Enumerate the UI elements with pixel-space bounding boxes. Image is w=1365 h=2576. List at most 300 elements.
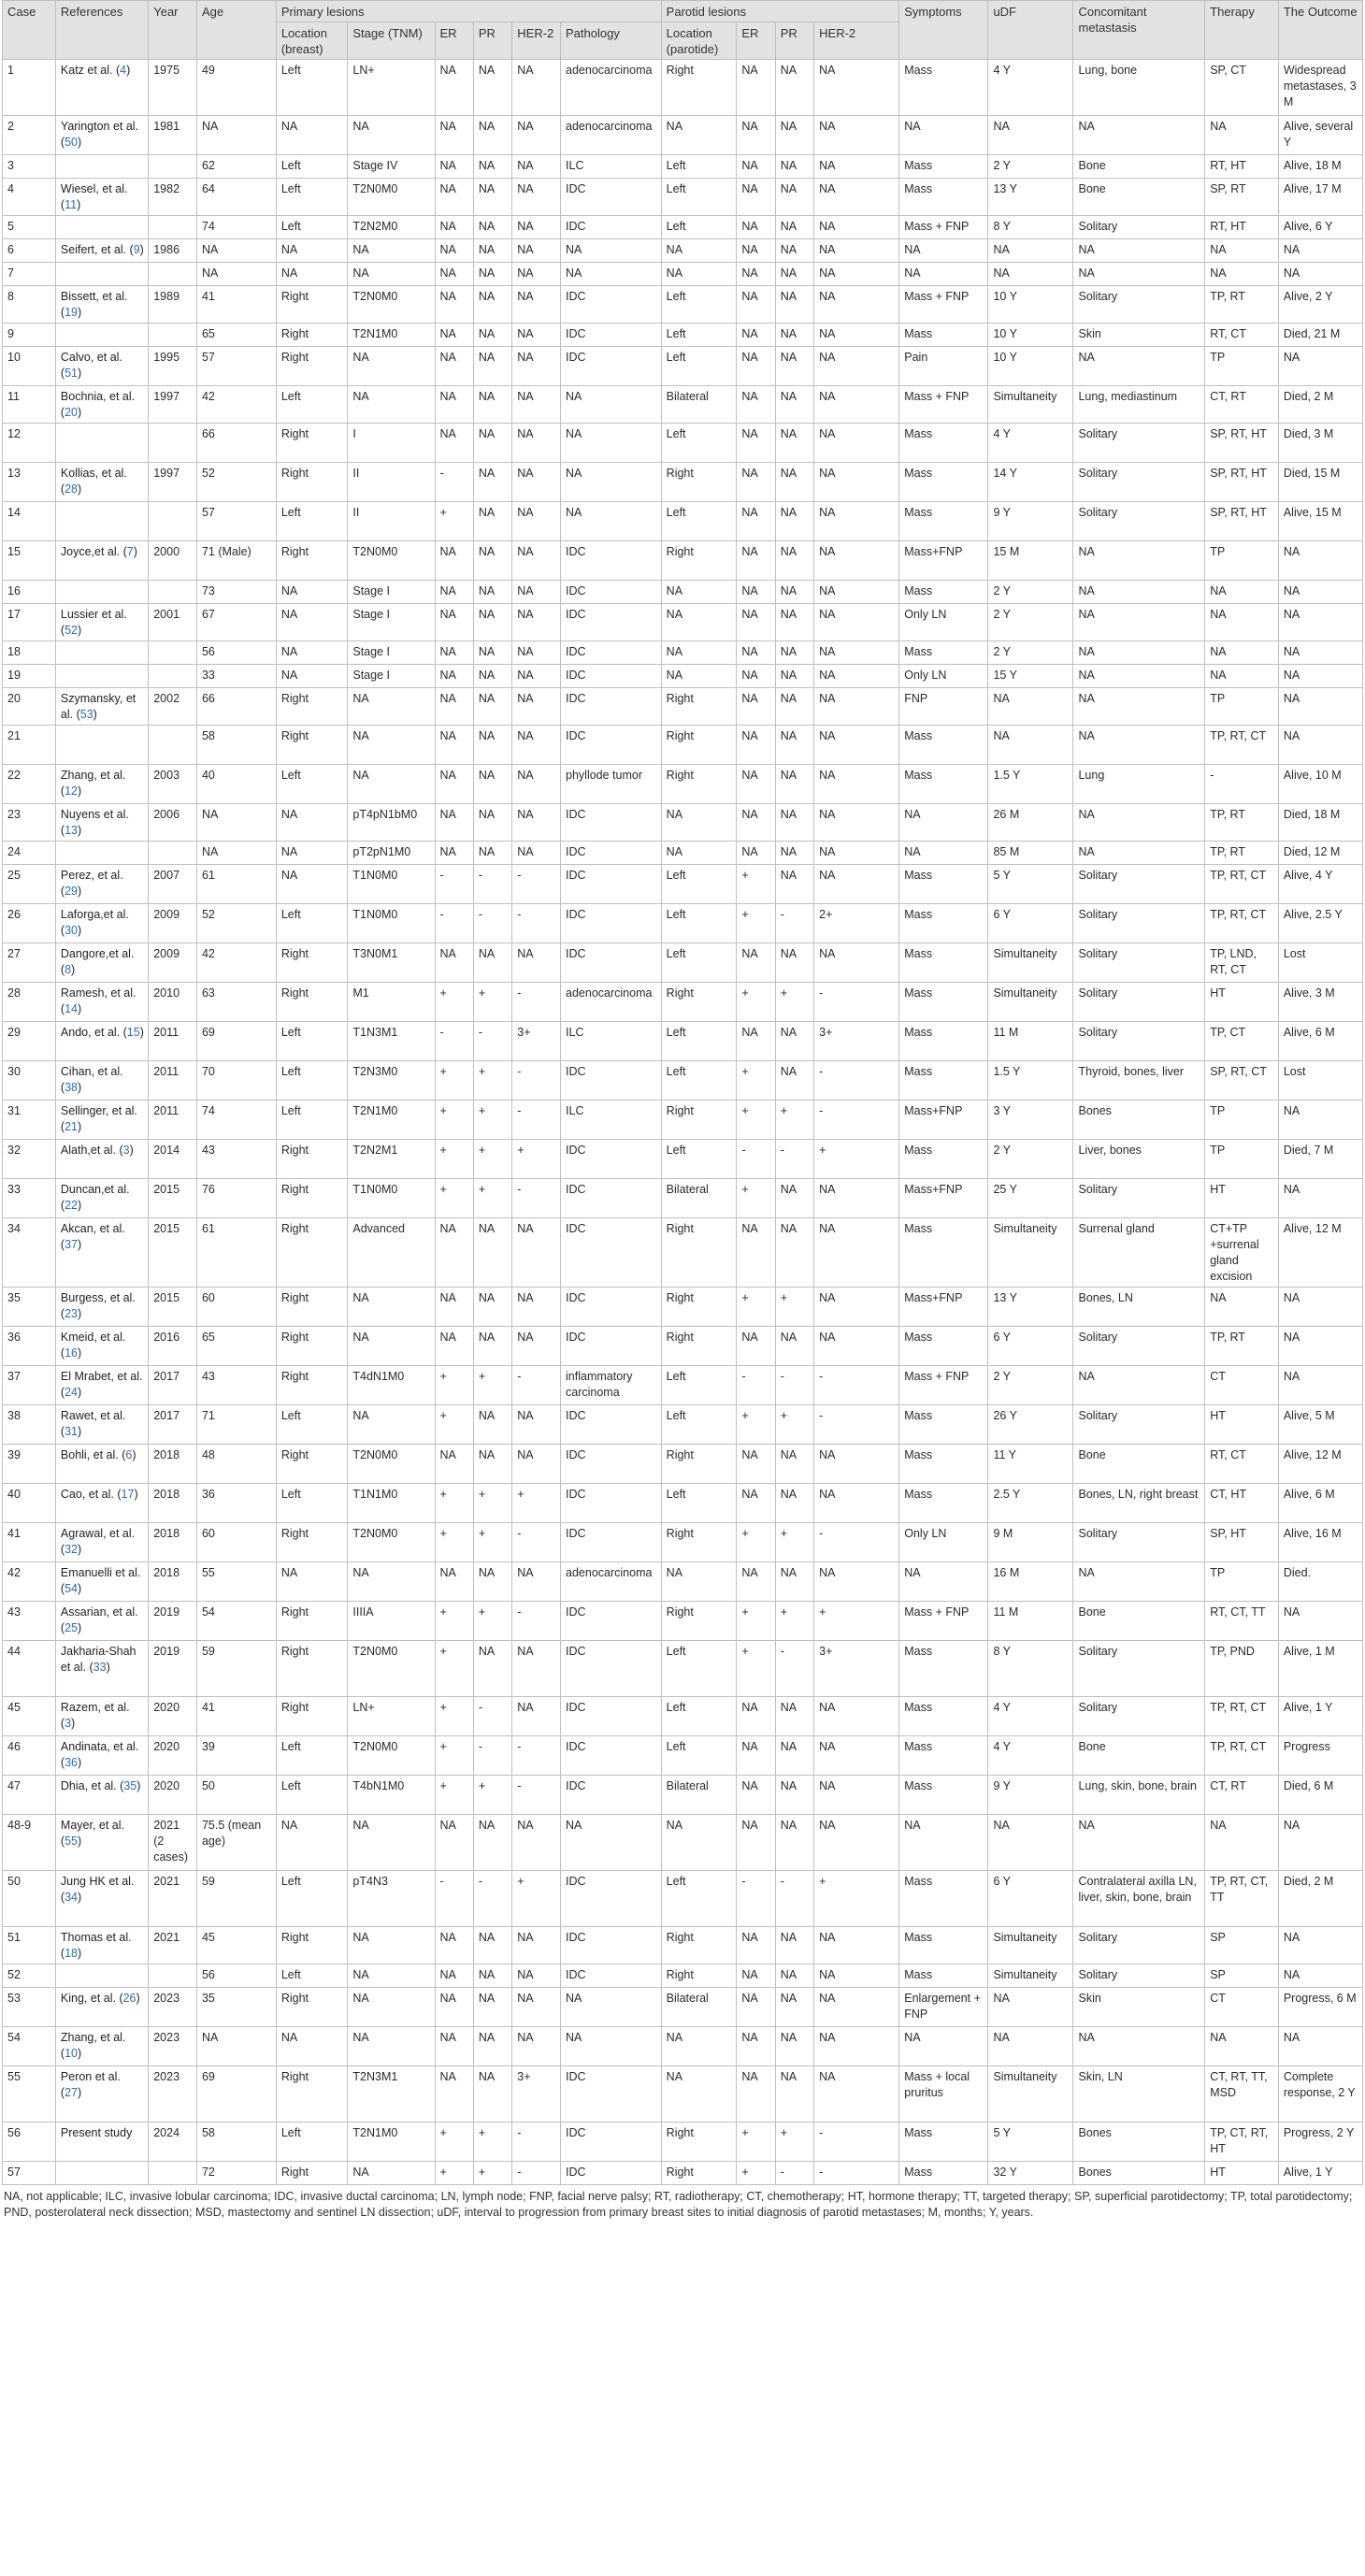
- table-row: [3, 60, 1363, 116]
- cell-outcome: Alive, 2.5 Y: [1278, 904, 1362, 943]
- cell-parotid-er: +: [737, 904, 775, 943]
- cell-symptoms: Mass: [899, 463, 988, 502]
- cell-udf: NA: [988, 2027, 1073, 2066]
- cell-parotid-er: +: [737, 1101, 775, 1140]
- citation-link[interactable]: 6: [125, 1448, 133, 1461]
- cell-location-parotide: NA: [661, 239, 737, 263]
- cell-location-parotide: Left: [661, 1405, 737, 1445]
- cell-her2: NA: [512, 726, 561, 765]
- cell-pathology: IDC: [561, 541, 662, 581]
- cell-reference: [55, 1327, 148, 1366]
- cell-location-parotide: Right: [661, 1602, 737, 1641]
- cell-location-breast: Right: [276, 324, 348, 347]
- cell-stage: NA: [348, 263, 435, 286]
- reference-close: ): [77, 1756, 82, 1769]
- cell-parotid-er: NA: [737, 943, 775, 983]
- cell-location-breast: Left: [276, 1484, 348, 1523]
- cell-location-breast: Right: [276, 1288, 348, 1327]
- table-row: [3, 116, 1363, 155]
- citation-link[interactable]: 14: [65, 1002, 78, 1015]
- cell-location-breast: Left: [276, 386, 348, 424]
- cell-year: 2021: [149, 1871, 197, 1927]
- reference-author: Duncan,et al. (: [60, 1183, 130, 1212]
- cell-year: 2021 (2 cases): [149, 1815, 197, 1871]
- reference-close: ): [77, 1425, 82, 1438]
- cell-age: 39: [196, 1736, 276, 1776]
- cell-case: 54: [3, 2027, 56, 2066]
- cell-stage: II: [348, 463, 435, 502]
- reference-author: Zhang, et al. (: [60, 2031, 126, 2060]
- cell-location-breast: Right: [276, 1523, 348, 1562]
- cell-year: [149, 842, 197, 865]
- citation-link[interactable]: 34: [65, 1891, 78, 1904]
- cell-location-breast: Left: [276, 155, 348, 179]
- citation-link[interactable]: 37: [65, 1238, 78, 1251]
- cell-udf: 2 Y: [988, 641, 1073, 665]
- cell-parotid-pr: NA: [775, 1776, 813, 1815]
- cell-parotid-er: NA: [737, 239, 775, 263]
- cell-location-parotide: NA: [661, 1562, 737, 1602]
- cell-parotid-pr: +: [775, 1405, 813, 1445]
- citation-link[interactable]: 52: [65, 624, 78, 637]
- citation-link[interactable]: 27: [65, 2086, 78, 2099]
- cell-her2: -: [512, 2123, 561, 2162]
- table-row: [3, 804, 1363, 842]
- cell-her2: NA: [512, 347, 561, 386]
- citation-link[interactable]: 4: [120, 64, 127, 77]
- cell-her2: NA: [512, 2027, 561, 2066]
- cell-therapy: CT, HT: [1205, 1484, 1279, 1523]
- cell-udf: 11 Y: [988, 1445, 1073, 1484]
- citation-link[interactable]: 38: [65, 1081, 78, 1094]
- cell-parotid-er: NA: [737, 581, 775, 604]
- reference-close: ): [77, 1199, 82, 1212]
- cell-udf: NA: [988, 1815, 1073, 1871]
- cell-her2: -: [512, 1061, 561, 1101]
- cell-case: 24: [3, 842, 56, 865]
- cell-symptoms: Only LN: [899, 604, 988, 641]
- table-row: [3, 1602, 1363, 1641]
- cell-case: 51: [3, 1927, 56, 1964]
- cell-udf: Simultaneity: [988, 983, 1073, 1022]
- cell-pathology: IDC: [561, 1288, 662, 1327]
- cell-reference: [55, 239, 148, 263]
- reference-author: Yarington et al. (: [60, 120, 139, 149]
- reference-author: Alath,et al. (: [60, 1144, 123, 1157]
- citation-link[interactable]: 21: [65, 1120, 78, 1133]
- cell-symptoms: Only LN: [899, 1523, 988, 1562]
- cell-pathology: IDC: [561, 804, 662, 842]
- cell-age: 59: [196, 1641, 276, 1697]
- cell-location-parotide: NA: [661, 604, 737, 641]
- cell-pr: NA: [473, 943, 511, 983]
- cell-therapy: TP: [1205, 688, 1279, 726]
- cell-location-breast: Right: [276, 1366, 348, 1405]
- cell-her2: NA: [512, 463, 561, 502]
- cell-age: 71 (Male): [196, 541, 276, 581]
- cell-pathology: IDC: [561, 1776, 662, 1815]
- cell-location-breast: NA: [276, 604, 348, 641]
- cell-location-breast: NA: [276, 581, 348, 604]
- citation-link[interactable]: 28: [65, 482, 78, 496]
- cell-outcome: Alive, 3 M: [1278, 983, 1362, 1022]
- citation-link[interactable]: 8: [65, 963, 72, 976]
- cell-outcome: NA: [1278, 239, 1362, 263]
- cell-year: 2011: [149, 1061, 197, 1101]
- table-row: [3, 1736, 1363, 1776]
- cell-reference: [55, 1776, 148, 1815]
- cell-pathology: NA: [561, 424, 662, 463]
- cell-therapy: TP, LND, RT, CT: [1205, 943, 1279, 983]
- cell-her2: -: [512, 1602, 561, 1641]
- cell-stage: T1N0M0: [348, 1179, 435, 1218]
- cell-metastasis: NA: [1073, 2027, 1205, 2066]
- cell-location-parotide: Right: [661, 60, 737, 116]
- cell-reference: [55, 1964, 148, 1988]
- cell-udf: 32 Y: [988, 2162, 1073, 2185]
- cell-parotid-er: NA: [737, 541, 775, 581]
- cell-parotid-her2: NA: [814, 1815, 899, 1871]
- cell-er: +: [435, 1776, 473, 1815]
- cell-er: NA: [435, 842, 473, 865]
- cell-stage: T2N1M0: [348, 2123, 435, 2162]
- cell-udf: Simultaneity: [988, 2066, 1073, 2123]
- cell-stage: T2N0M0: [348, 1445, 435, 1484]
- cell-parotid-er: NA: [737, 1964, 775, 1988]
- cell-metastasis: NA: [1073, 581, 1205, 604]
- cell-location-parotide: Right: [661, 688, 737, 726]
- cell-pathology: IDC: [561, 688, 662, 726]
- citation-link[interactable]: 26: [122, 1992, 136, 2005]
- cell-udf: 6 Y: [988, 1327, 1073, 1366]
- cell-parotid-pr: NA: [775, 641, 813, 665]
- cell-outcome: NA: [1278, 541, 1362, 581]
- reference-author: Rawet, et al. (: [60, 1409, 126, 1438]
- reference-author: Ramesh, et al. (: [60, 986, 136, 1015]
- cell-location-breast: Right: [276, 1445, 348, 1484]
- reference-author: Peron et al. (: [60, 2070, 121, 2099]
- cell-case: 15: [3, 541, 56, 581]
- cell-er: NA: [435, 1562, 473, 1602]
- cell-pr: -: [473, 1697, 511, 1736]
- cell-udf: 9 Y: [988, 502, 1073, 541]
- reference-close: ): [77, 924, 82, 937]
- cell-year: 2006: [149, 804, 197, 842]
- cell-er: NA: [435, 324, 473, 347]
- citation-link[interactable]: 25: [65, 1621, 78, 1634]
- cell-pr: -: [473, 865, 511, 904]
- table-row: [3, 286, 1363, 324]
- cell-location-breast: Left: [276, 216, 348, 239]
- cell-age: 66: [196, 688, 276, 726]
- citation-link[interactable]: 3: [65, 1717, 72, 1730]
- citation-link[interactable]: 50: [65, 136, 78, 149]
- reference-close: ): [132, 1448, 136, 1461]
- citation-link[interactable]: 51: [65, 367, 78, 380]
- cell-udf: Simultaneity: [988, 386, 1073, 424]
- reference-close: ): [77, 1307, 82, 1320]
- cell-pr: NA: [473, 324, 511, 347]
- table-row: [3, 1871, 1363, 1927]
- citation-link[interactable]: 54: [65, 1582, 78, 1595]
- cell-parotid-pr: NA: [775, 502, 813, 541]
- citation-link[interactable]: 18: [65, 1947, 78, 1960]
- cell-location-parotide: Bilateral: [661, 1776, 737, 1815]
- cell-case: 57: [3, 2162, 56, 2185]
- cell-symptoms: Mass: [899, 1022, 988, 1061]
- cell-parotid-her2: -: [814, 983, 899, 1022]
- citation-link[interactable]: 24: [65, 1386, 78, 1399]
- cell-therapy: NA: [1205, 239, 1279, 263]
- cell-parotid-er: NA: [737, 765, 775, 804]
- cell-case: 50: [3, 1871, 56, 1927]
- cell-symptoms: Mass: [899, 1736, 988, 1776]
- cell-age: 62: [196, 155, 276, 179]
- cell-metastasis: Skin: [1073, 1988, 1205, 2027]
- citation-link[interactable]: 55: [65, 1835, 78, 1848]
- citation-link[interactable]: 12: [65, 784, 78, 798]
- citation-link[interactable]: 31: [65, 1425, 78, 1438]
- cell-age: 33: [196, 665, 276, 688]
- cell-parotid-her2: NA: [814, 865, 899, 904]
- cell-therapy: NA: [1205, 665, 1279, 688]
- citation-link[interactable]: 9: [133, 243, 140, 256]
- cell-parotid-her2: 2+: [814, 904, 899, 943]
- cell-outcome: Lost: [1278, 1061, 1362, 1101]
- cell-er: NA: [435, 765, 473, 804]
- reference-author: Jung HK et al. (: [60, 1875, 135, 1904]
- cell-reference: [55, 286, 148, 324]
- cell-parotid-pr: NA: [775, 1562, 813, 1602]
- table-row: [3, 943, 1363, 983]
- table-body: [3, 60, 1363, 2185]
- cell-year: [149, 1964, 197, 1988]
- cell-outcome: Alive, 6 M: [1278, 1484, 1362, 1523]
- cell-symptoms: Mass: [899, 641, 988, 665]
- cell-location-breast: Left: [276, 1101, 348, 1140]
- table-row: [3, 2162, 1363, 2185]
- cell-year: 2019: [149, 1641, 197, 1697]
- cell-location-breast: Right: [276, 1697, 348, 1736]
- cell-stage: Stage I: [348, 581, 435, 604]
- reference-author: Zhang, et al. (: [60, 769, 126, 798]
- cell-symptoms: Mass: [899, 424, 988, 463]
- cell-parotid-her2: NA: [814, 502, 899, 541]
- reference-close: ): [77, 624, 82, 637]
- cell-pr: NA: [473, 1641, 511, 1697]
- cell-pr: NA: [473, 463, 511, 502]
- cell-age: 42: [196, 386, 276, 424]
- citation-link[interactable]: 11: [65, 198, 78, 211]
- citation-link[interactable]: 7: [126, 545, 134, 558]
- cell-location-parotide: Right: [661, 1218, 737, 1288]
- cell-stage: Advanced: [348, 1218, 435, 1288]
- cell-pathology: IDC: [561, 665, 662, 688]
- cell-therapy: CT: [1205, 1988, 1279, 2027]
- cell-case: 48-9: [3, 1815, 56, 1871]
- cell-year: 1997: [149, 386, 197, 424]
- table-row: [3, 1327, 1363, 1366]
- reference-author: Calvo, et al. (: [60, 351, 122, 380]
- citation-link[interactable]: 32: [65, 1543, 78, 1556]
- cell-pr: NA: [473, 2027, 511, 2066]
- citation-link[interactable]: 23: [65, 1307, 78, 1320]
- citation-link[interactable]: 3: [122, 1144, 130, 1157]
- cell-pr: NA: [473, 1288, 511, 1327]
- citation-link[interactable]: 30: [65, 924, 78, 937]
- cell-outcome: NA: [1278, 1366, 1362, 1405]
- cell-case: 32: [3, 1140, 56, 1179]
- citation-link[interactable]: 22: [65, 1199, 78, 1212]
- table-row: [3, 1405, 1363, 1445]
- table-row: [3, 726, 1363, 765]
- reference-close: ): [129, 1144, 134, 1157]
- cell-metastasis: Liver, bones: [1073, 1140, 1205, 1179]
- cell-outcome: NA: [1278, 726, 1362, 765]
- cell-parotid-er: -: [737, 1140, 775, 1179]
- cell-stage: T2N1M0: [348, 1101, 435, 1140]
- cell-therapy: TP, RT, CT: [1205, 904, 1279, 943]
- cell-parotid-her2: NA: [814, 1288, 899, 1327]
- cell-reference: [55, 765, 148, 804]
- cell-metastasis: NA: [1073, 688, 1205, 726]
- cell-her2: NA: [512, 239, 561, 263]
- cell-her2: NA: [512, 943, 561, 983]
- reference-close: ): [139, 243, 144, 256]
- cell-case: 3: [3, 155, 56, 179]
- citation-link[interactable]: 20: [65, 406, 78, 419]
- cell-udf: 9 M: [988, 1523, 1073, 1562]
- cell-er: NA: [435, 263, 473, 286]
- cell-parotid-er: NA: [737, 347, 775, 386]
- cell-therapy: NA: [1205, 2027, 1279, 2066]
- cell-therapy: NA: [1205, 1288, 1279, 1327]
- cell-metastasis: Contralateral axilla LN, liver, skin, bone, brain: [1073, 1871, 1205, 1927]
- cell-er: NA: [435, 60, 473, 116]
- cell-udf: 2.5 Y: [988, 1484, 1073, 1523]
- citation-link[interactable]: 36: [65, 1756, 78, 1769]
- cell-symptoms: Mass: [899, 502, 988, 541]
- cell-parotid-er: NA: [737, 604, 775, 641]
- reference-author: Nuyens et al. (: [60, 808, 129, 837]
- citation-link[interactable]: 17: [121, 1488, 135, 1501]
- cell-parotid-her2: -: [814, 2162, 899, 2185]
- cell-metastasis: NA: [1073, 604, 1205, 641]
- cell-reference: [55, 688, 148, 726]
- cell-symptoms: Mass: [899, 155, 988, 179]
- cell-reference: [55, 604, 148, 641]
- cell-case: 33: [3, 1179, 56, 1218]
- cell-year: [149, 726, 197, 765]
- citation-link[interactable]: 15: [126, 1026, 140, 1039]
- cell-symptoms: Mass: [899, 324, 988, 347]
- citation-link[interactable]: 33: [93, 1661, 107, 1674]
- cell-outcome: NA: [1278, 1179, 1362, 1218]
- cell-reference: [55, 347, 148, 386]
- cell-therapy: TP, RT, CT: [1205, 726, 1279, 765]
- cell-location-parotide: Left: [661, 943, 737, 983]
- cell-udf: 25 Y: [988, 1179, 1073, 1218]
- citation-link[interactable]: 10: [65, 2047, 78, 2060]
- cell-age: 48: [196, 1445, 276, 1484]
- cell-parotid-er: NA: [737, 1815, 775, 1871]
- cell-parotid-pr: +: [775, 1101, 813, 1140]
- citation-link[interactable]: 53: [79, 708, 93, 721]
- cell-location-breast: NA: [276, 1562, 348, 1602]
- cell-pathology: IDC: [561, 1484, 662, 1523]
- cell-symptoms: NA: [899, 263, 988, 286]
- cell-pr: NA: [473, 726, 511, 765]
- cell-metastasis: NA: [1073, 263, 1205, 286]
- cell-case: 13: [3, 463, 56, 502]
- cell-location-breast: NA: [276, 2027, 348, 2066]
- cell-symptoms: Mass: [899, 1140, 988, 1179]
- cell-therapy: SP, RT, CT: [1205, 1061, 1279, 1101]
- cell-location-parotide: Right: [661, 2162, 737, 2185]
- cell-her2: NA: [512, 116, 561, 155]
- cell-location-parotide: Left: [661, 1736, 737, 1776]
- cell-location-parotide: Left: [661, 216, 737, 239]
- cell-outcome: Progress, 2 Y: [1278, 2123, 1362, 2162]
- cell-year: 1981: [149, 116, 197, 155]
- cell-case: 14: [3, 502, 56, 541]
- reference-author: Wiesel, et al. (: [60, 182, 128, 211]
- cell-age: NA: [196, 116, 276, 155]
- cell-pathology: NA: [561, 2027, 662, 2066]
- cell-age: 58: [196, 726, 276, 765]
- cell-udf: 4 Y: [988, 1697, 1073, 1736]
- citation-link[interactable]: 35: [123, 1779, 137, 1792]
- cell-location-parotide: Left: [661, 1140, 737, 1179]
- cell-metastasis: Bones, LN, right breast: [1073, 1484, 1205, 1523]
- header-pr: PR: [473, 22, 511, 60]
- header-parotid-her2: HER-2: [814, 22, 899, 60]
- cell-stage: NA: [348, 765, 435, 804]
- cell-pathology: phyllode tumor: [561, 765, 662, 804]
- cell-parotid-pr: NA: [775, 1927, 813, 1964]
- header-references: References: [55, 1, 148, 60]
- cell-er: +: [435, 1484, 473, 1523]
- cell-location-breast: Left: [276, 60, 348, 116]
- cell-location-breast: Right: [276, 1218, 348, 1288]
- cell-case: 27: [3, 943, 56, 983]
- citation-link[interactable]: 16: [65, 1346, 78, 1360]
- cell-er: -: [435, 1871, 473, 1927]
- cell-reference: [55, 904, 148, 943]
- cell-location-parotide: NA: [661, 1815, 737, 1871]
- cell-parotid-er: +: [737, 2162, 775, 2185]
- citation-link[interactable]: 19: [65, 306, 78, 319]
- cell-er: NA: [435, 804, 473, 842]
- reference-close: ): [77, 1835, 82, 1848]
- cell-therapy: TP, RT: [1205, 842, 1279, 865]
- table-row: [3, 1523, 1363, 1562]
- cell-er: NA: [435, 726, 473, 765]
- citation-link[interactable]: 29: [65, 885, 78, 898]
- cell-er: +: [435, 1641, 473, 1697]
- table-row: [3, 641, 1363, 665]
- cell-case: 56: [3, 2123, 56, 2162]
- cell-location-breast: NA: [276, 665, 348, 688]
- cell-year: 1995: [149, 347, 197, 386]
- citation-link[interactable]: 13: [65, 824, 78, 837]
- reference-close: ): [77, 1081, 82, 1094]
- cell-outcome: Alive, 6 Y: [1278, 216, 1362, 239]
- cell-her2: NA: [512, 179, 561, 216]
- header-case: Case: [3, 1, 56, 60]
- cell-metastasis: Lung, bone: [1073, 60, 1205, 116]
- cell-location-breast: Left: [276, 1061, 348, 1101]
